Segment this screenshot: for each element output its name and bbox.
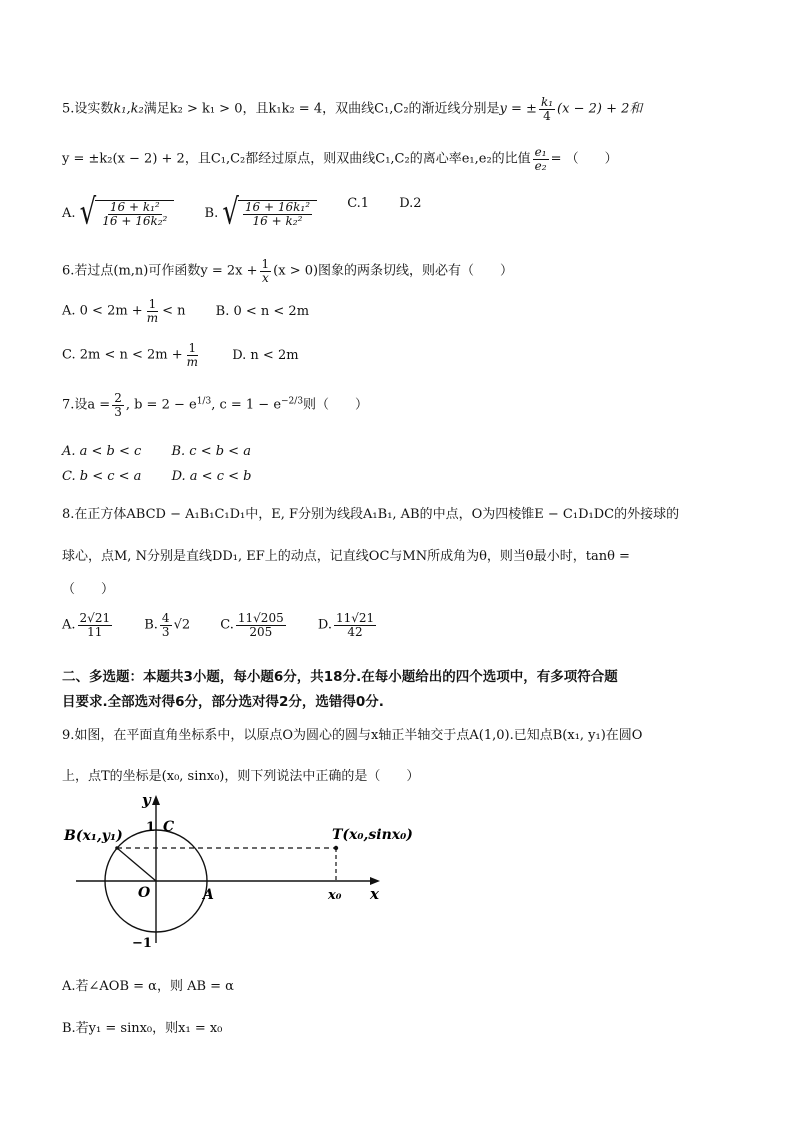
q5-asym-frac-num: k₁ xyxy=(540,95,554,109)
q5-prefix: 5.设实数 xyxy=(62,101,114,117)
label-neg-one: −1 xyxy=(132,936,152,951)
q7-option-a: A. a < b < c xyxy=(62,444,142,459)
q5-condition: 满足k₂ > k₁ > 0，且k₁k₂ = 4，双曲线C₁,C₂的渐近线分别是 xyxy=(143,101,500,117)
q8-opt-c-num: 11√205 xyxy=(237,611,284,625)
q5-asym1: y = ± xyxy=(499,101,537,117)
q5-opt-a-den: 16 + 16k₂² xyxy=(102,213,168,228)
q8-opt-b-label: B. xyxy=(144,617,158,633)
q6-stem-b: (x > 0)图象的两条切线，则必有（ ） xyxy=(273,263,514,279)
q9-line1: 9.如图，在平面直角坐标系中，以原点O为圆心的圆与x轴正半轴交于点A(1,0).已知点B(x₁, y₁)在圆O xyxy=(62,728,643,743)
label-t: T(x₀,sinx₀) xyxy=(332,827,413,843)
q5-option-d: D.2 xyxy=(399,196,422,212)
q6-opt-a-b: < n xyxy=(162,303,186,319)
q6-opt-a-frac xyxy=(145,298,160,324)
q7-stem-b: , b = 2 − e xyxy=(125,397,197,413)
q7-options-cd xyxy=(62,469,277,484)
q7-a-frac xyxy=(112,392,124,418)
q5-line2-tail: = （ ） xyxy=(550,151,618,167)
x-axis-arrow-icon xyxy=(370,877,380,885)
q5-options xyxy=(62,192,448,234)
q6-opt-c-frac xyxy=(185,342,200,368)
q5-asym-fraction xyxy=(539,96,555,122)
q8-option-b xyxy=(144,612,190,638)
q5-opt-a-sqrt: √ $\frac{\text{16 + k₁²}}{\text{16 + 16k₂²}}$ xyxy=(80,200,175,227)
q6-frac-den: x xyxy=(261,270,269,285)
q8-opt-b-den: 3 xyxy=(161,624,170,639)
q5-opt-a-frac xyxy=(100,201,169,227)
q6-frac xyxy=(260,258,272,284)
q8-line2: 球心，点M, N分别是直线DD₁, EF上的动点，记直线OC与MN所成角为θ，则当θ最小时，tanθ = xyxy=(62,549,630,564)
q6-opt-a-num: 1 xyxy=(148,297,157,311)
label-y: y xyxy=(142,793,151,809)
label-x0: x₀ xyxy=(328,888,342,903)
q5-line2-text: y = ±k₂(x − 2) + 2，且C₁,C₂都经过原点，则双曲线C₁,C₂的离心率e₁,e₂的比值 xyxy=(62,151,531,167)
q5-opt-b-den: 16 + k₂² xyxy=(252,213,303,228)
radius-ob xyxy=(117,848,156,881)
q5-line1 xyxy=(62,96,642,122)
q8-opt-b-frac xyxy=(160,612,172,638)
q7-b-exp: 1/3 xyxy=(196,396,212,407)
q9-option-b: B.若y₁ = sinx₀，则x₁ = x₀ xyxy=(62,1021,223,1036)
q8-opt-b-num: 4 xyxy=(161,611,170,625)
q5-opt-b-sqrt: √ $\frac{\text{16 + 16k₁²}}{\text{16 + k₂²}}$ xyxy=(222,200,317,227)
q5-option-c: C.1 xyxy=(347,196,370,212)
q5-ratio-num: e₁ xyxy=(534,145,547,159)
q7-c-exp: −2/3 xyxy=(281,396,304,407)
q7-stem xyxy=(62,392,368,418)
q6-opt-a-den: m xyxy=(146,310,159,325)
q5-opt-a-label: A. xyxy=(62,206,76,222)
q9-figure xyxy=(62,793,422,953)
q7-stem-a: 7.设a = xyxy=(62,397,111,413)
q6-stem xyxy=(62,258,513,284)
q7-stem-c: , c = 1 − e xyxy=(211,397,282,413)
label-one: 1 xyxy=(146,820,156,835)
q8-line3: （ ） xyxy=(62,582,115,597)
q6-option-d: D. n < 2m xyxy=(232,347,299,363)
q8-option-c xyxy=(220,612,287,638)
q7-stem-d: 则（ ） xyxy=(303,397,369,413)
section2-heading-line1: 二、多选题：本题共3小题，每小题6分，共18分.在每小题给出的四个选项中，有多项符合题 xyxy=(62,669,618,685)
q8-opt-a-frac xyxy=(78,612,113,638)
q8-option-d xyxy=(318,612,378,638)
q8-opt-c-den: 205 xyxy=(249,624,273,639)
q6-option-b: B. 0 < n < 2m xyxy=(215,303,310,319)
q8-option-a xyxy=(62,612,114,638)
q6-frac-num: 1 xyxy=(261,257,270,271)
label-c: C xyxy=(163,819,175,835)
label-o: O xyxy=(138,885,151,901)
q8-line1: 8.在正方体ABCD − A₁B₁C₁D₁中，E, F分别为线段A₁B₁, AB的中点，O为四棱锥E − C₁D₁DC的外接球的 xyxy=(62,507,680,522)
q9-line2: 上，点T的坐标是(x₀, sinx₀)，则下列说法中正确的是（ ） xyxy=(62,769,420,784)
q7-option-b: B. c < b < a xyxy=(171,444,251,459)
q8-opt-a-label: A. xyxy=(62,617,76,633)
q6-options-ab xyxy=(62,298,335,324)
q6-options-cd xyxy=(62,342,325,368)
q5-ratio-fraction xyxy=(533,146,549,172)
q8-opt-c-label: C. xyxy=(220,617,234,633)
label-a: A xyxy=(203,887,214,903)
q6-opt-c-den: m xyxy=(186,354,199,369)
q8-opt-d-label: D. xyxy=(317,617,332,633)
q9-option-a: A.若∠AOB = α，则 AB = α xyxy=(62,979,234,994)
q5-opt-a-num: 16 + k₁² xyxy=(109,200,160,214)
q7-options-ab xyxy=(62,444,277,459)
q5-line2 xyxy=(62,146,618,172)
q7-option-d: D. a < c < b xyxy=(171,469,252,484)
q6-opt-a-a: A. 0 < 2m + xyxy=(62,303,143,319)
q7-a-num: 2 xyxy=(114,391,122,405)
label-b: B(x₁,y₁) xyxy=(64,828,123,844)
q6-option-c xyxy=(62,342,202,368)
q7-option-c: C. b < c < a xyxy=(62,469,142,484)
q8-opt-c-frac xyxy=(236,612,286,638)
q8-opt-b-tail: √2 xyxy=(173,617,191,633)
q8-options xyxy=(62,612,404,638)
q5-option-a xyxy=(62,192,174,234)
q5-opt-b-frac xyxy=(243,201,312,227)
q5-asym-frac-den: 4 xyxy=(543,108,551,123)
label-x: x xyxy=(370,885,379,903)
section2-heading-line2: 目要求.全部选对得6分，部分选对得2分，选错得0分. xyxy=(62,694,384,710)
q8-opt-d-num: 11√21 xyxy=(335,611,375,625)
q5-opt-b-num: 16 + 16k₁² xyxy=(244,200,311,214)
point-b xyxy=(115,846,119,850)
q7-a-den: 3 xyxy=(114,404,122,419)
q8-opt-a-num: 2√21 xyxy=(79,611,111,625)
q5-ratio-den: e₂ xyxy=(534,158,547,173)
q5-opt-b-label: B. xyxy=(204,206,219,222)
q8-opt-d-frac xyxy=(334,612,376,638)
q5-asym1-tail: (x − 2) + 2和 xyxy=(557,101,643,117)
q5-k-pair: k₁,k₂ xyxy=(113,101,144,117)
point-t xyxy=(334,846,338,850)
y-axis-arrow-icon xyxy=(152,795,160,805)
q6-opt-c-a: C. 2m < n < 2m + xyxy=(62,347,183,363)
q6-option-a xyxy=(62,298,186,324)
q5-option-b xyxy=(204,192,318,234)
q6-opt-c-num: 1 xyxy=(188,341,197,355)
q8-opt-d-den: 42 xyxy=(347,624,363,639)
q8-opt-a-den: 11 xyxy=(87,624,103,639)
q6-stem-a: 6.若过点(m,n)可作函数y = 2x + xyxy=(62,263,258,279)
